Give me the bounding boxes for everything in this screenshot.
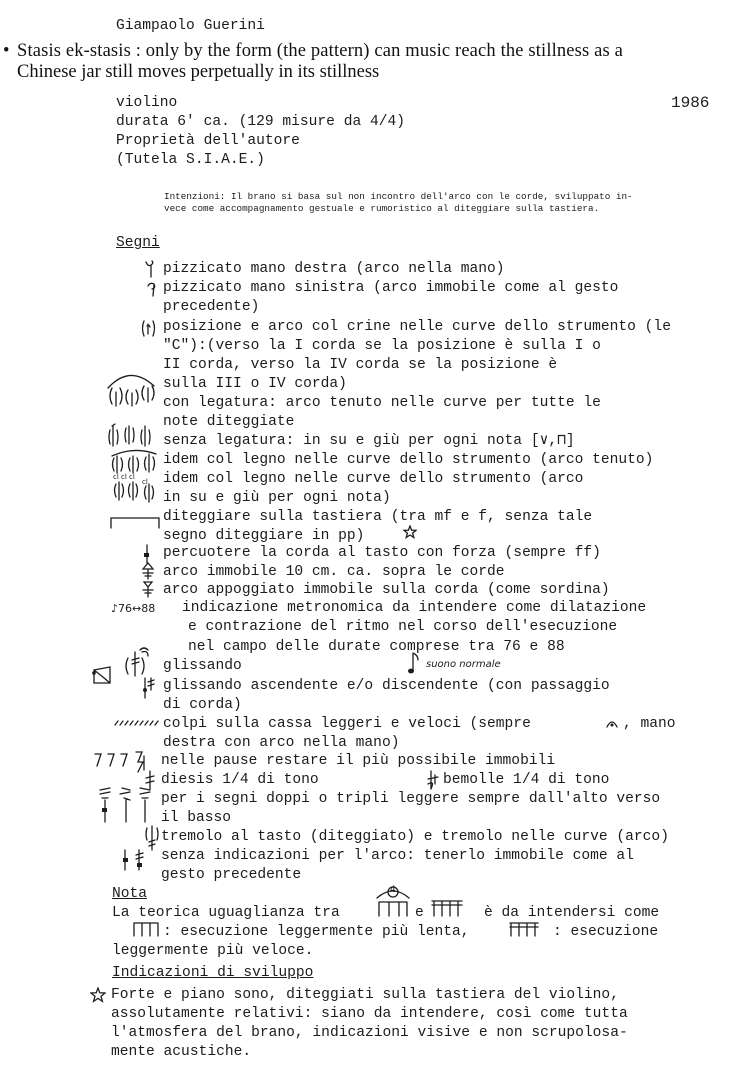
segni-line: precedente) (163, 299, 260, 315)
author-name: Giampaolo Guerini (116, 18, 265, 34)
segni-line: il basso (161, 810, 232, 826)
segni-line: con legatura: arco tenuto nelle curve per tutte le (163, 395, 601, 411)
segni-line: arco immobile 10 cm. ca. sopra le corde (163, 564, 505, 580)
star-note-icon (90, 987, 106, 1003)
sviluppo-line-1: Forte e piano sono, diteggiati sulla tastiera del violino, (111, 987, 619, 1003)
pizzicato-right-hand-icon (143, 259, 159, 279)
segni-line: percuotere la corda al tasto con forza (sempre ff) (163, 545, 601, 561)
duration: durata 6' ca. (129 misure da 4/4) (116, 114, 406, 130)
body-taps-icon (113, 718, 159, 728)
segni-line: e contrazione del ritmo nel corso dell'esecuzione (188, 619, 618, 635)
segni-line: glissando ascendente e/o discendente (con passaggio (163, 678, 610, 694)
sviluppo-line-4: mente acustiche. (111, 1044, 252, 1060)
segni-line: note diteggiate (163, 414, 295, 430)
segni-line: destra con arco nella mano) (163, 735, 400, 751)
quarter-flat-icon (426, 770, 440, 790)
segni-line: indicazione metronomica da intendere come dilatazione (182, 600, 647, 616)
fermata-icon (605, 717, 619, 729)
star-icon (403, 525, 417, 539)
title-line-1: Stasis ek-stasis : only by the form (the pattern) can music reach the stillness as a (17, 41, 623, 61)
segni-line: tremolo al tasto (diteggiato) e tremolo nelle curve (arco) (161, 829, 669, 845)
segni-line: senza legatura: in su e giù per ogni nota [∨,⊓] (163, 433, 575, 449)
bow-curve-position-icon (139, 318, 159, 340)
intentions-line-1: Intenzioni: Il brano si basa sul non incontro dell'arco con le corde, sviluppato in- (164, 191, 633, 202)
segni-line: nelle pause restare il più possibile immobili (161, 753, 556, 769)
sviluppo-line-3: l'atmosfera del brano, indicazioni visive e non scrupolosa- (111, 1025, 628, 1041)
segni-line: sulla III o IV corda) (163, 376, 347, 392)
instrument: violino (116, 95, 178, 111)
tuplet-number: 4 (390, 885, 396, 895)
sviluppo-heading: Indicazioni di sviluppo (112, 965, 314, 981)
nota-line-2b: : esecuzione (553, 924, 659, 940)
nota-line-2a: : esecuzione leggermente più lenta, (163, 924, 470, 940)
segni-line: diesis 1/4 di tono (161, 772, 319, 788)
segni-line: diteggiare sulla tastiera (tra mf e f, senza tale (163, 509, 593, 525)
segni-line: nel campo delle durate comprese tra 76 e 88 (188, 639, 565, 655)
segni-line: segno diteggiare in pp) (163, 528, 365, 544)
pizzicato-left-hand-icon (146, 280, 162, 300)
metronome-mark-icon: ♪76↔88 (111, 602, 156, 615)
intentions-line-2: vece come accompagnamento gestuale e rumoristico al diteggiare sulla tastiera. (164, 203, 600, 214)
segni-line: gesto precedente (161, 867, 302, 883)
segni-line: arco appoggiato immobile sulla corda (come sordina) (163, 582, 610, 598)
bow-on-string-icon (141, 580, 155, 598)
glissando-box-icon (91, 664, 113, 686)
segni-line: II corda, verso la IV corda se la posizione è (163, 357, 558, 373)
eighth-group-icon (131, 920, 161, 938)
segni-line: per i segni doppi o tripli leggere sempre dall'alto verso (161, 791, 661, 807)
svg-text:cl cl cl: cl cl cl (113, 473, 135, 481)
no-bow-indication-icon (120, 848, 150, 872)
segni-line: idem col legno nelle curve dello strumento (arco (163, 471, 584, 487)
legato-bow-icon (102, 366, 160, 410)
suono-normale-label: suono normale (426, 659, 501, 670)
glissando-icon (120, 646, 152, 678)
segni-line: , mano (623, 716, 676, 732)
stacked-signs-icon (96, 786, 156, 824)
segni-line: colpi sulla cassa leggeri e veloci (sempre (163, 716, 531, 732)
segni-line: in su e giù per ogni nota) (163, 490, 391, 506)
segni-line: "C"):(verso la I corda se la posizione è sulla I o (163, 338, 601, 354)
segni-line: pizzicato mano sinistra (arco immobile come al gesto (163, 280, 619, 296)
sixteenth-group-2-icon (507, 920, 541, 938)
nota-line-1a: La teorica uguaglianza tra (112, 905, 340, 921)
glissando-string-change-icon (139, 676, 159, 700)
year: 1986 (671, 94, 710, 112)
sviluppo-line-2: assolutamente relativi: siano da intendere, così come tutta (111, 1006, 628, 1022)
suono-normale-note-icon (405, 651, 421, 677)
nota-line-1c: è da intendersi come (484, 905, 660, 921)
fingerboard-bracket-icon (109, 515, 161, 529)
tutela: (Tutela S.I.A.E.) (116, 152, 265, 168)
svg-text:cl: cl (142, 478, 148, 486)
nota-heading: Nota (112, 886, 148, 902)
segni-line: posizione e arco col crine nelle curve dello strumento (le (163, 319, 671, 335)
segni-line: glissando (163, 658, 242, 674)
property: Proprietà dell'autore (116, 133, 300, 149)
bow-above-strings-icon (141, 562, 155, 580)
sixteenth-group-icon (429, 898, 465, 918)
title-line-2: Chinese jar still moves perpetually in its stillness (17, 62, 380, 82)
segni-line: di corda) (163, 697, 242, 713)
segni-heading: Segni (116, 235, 160, 251)
segni-line: pizzicato mano destra (arco nella mano) (163, 261, 505, 277)
segni-line: bemolle 1/4 di tono (443, 772, 610, 788)
nota-line-1b: e (415, 905, 424, 921)
segni-line: senza indicazioni per l'arco: tenerlo immobile come al (161, 848, 634, 864)
title-bullet: • (3, 41, 10, 61)
col-legno-non-legato-icon (110, 470, 162, 504)
segni-line: idem col legno nelle curve dello strumento (arco tenuto) (163, 452, 654, 468)
nota-line-3: leggermente più veloce. (112, 943, 314, 959)
